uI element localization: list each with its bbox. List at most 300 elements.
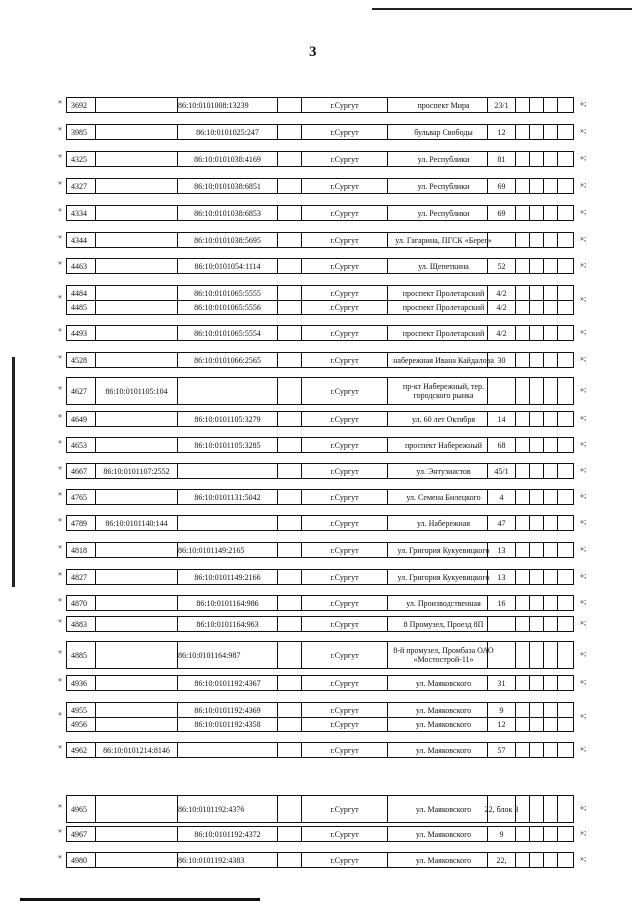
house-number: 4/2 [487, 301, 515, 314]
street-address: 8 Промузел, Проезд 8П [387, 617, 499, 631]
cadastral-cell-b: 86:10:0101164:963 [177, 617, 277, 631]
blank-cell [515, 438, 529, 452]
object-number: 4485 [71, 303, 87, 312]
object-number: 4334 [71, 208, 87, 218]
registry-group [66, 742, 574, 758]
street-address: пр-кт Набережный, тер. городского рынка [387, 378, 499, 404]
house-number: 22, [487, 853, 515, 867]
cadastral-cell-a [95, 827, 177, 841]
house-number: 4/2 [487, 326, 515, 340]
blank-cell [277, 617, 301, 631]
close-quote: »; [580, 234, 587, 243]
house-number [487, 378, 515, 404]
cadastral-cell-a [95, 125, 177, 139]
cadastral-cell-a [95, 617, 177, 631]
open-quote: « [58, 151, 62, 160]
close-quote: »; [580, 828, 587, 837]
cadastral-cell-a: 86:10:0101140:144 [95, 516, 177, 530]
blank-cell [529, 353, 543, 367]
cadastral-cell-b: 86:10:0101054:1114 [177, 259, 277, 273]
blank-cell [515, 516, 529, 530]
table-row [67, 743, 573, 757]
blank-cell [277, 378, 301, 404]
object-number: 3985 [71, 127, 87, 137]
cadastral-cell-b: 86:10:0101192:4358 [177, 718, 277, 731]
cadastral-cell-a [95, 438, 177, 452]
street-address: ул. Маяковского [387, 718, 499, 731]
registry-group [66, 377, 574, 405]
table-row [67, 717, 573, 731]
object-number: 4667 [71, 466, 87, 476]
blank-cell [529, 490, 543, 504]
close-quote: »; [580, 99, 587, 108]
cadastral-cell-b: 86:10:0101008:13239 [177, 98, 277, 112]
street-address: ул. Щепеткина [387, 259, 499, 273]
table-row [67, 676, 573, 690]
cadastral-cell-a: 86:10:0101105:104 [95, 378, 177, 404]
city: г.Сургут [301, 286, 387, 300]
cadastral-cell-b: 86:10:0101164:986 [177, 596, 277, 610]
cadastral-cell-a [95, 853, 177, 867]
blank-cell [543, 570, 557, 584]
blank-cell [529, 301, 543, 314]
city: г.Сургут [301, 464, 387, 478]
open-quote: « [58, 352, 62, 361]
blank-cell [515, 98, 529, 112]
city: г.Сургут [301, 642, 387, 668]
table-row [67, 490, 573, 504]
blank-cell [515, 179, 529, 193]
cadastral-cell-a: 86:10:0101107:2552 [95, 464, 177, 478]
blank-cell [277, 233, 301, 247]
blank-cell [557, 98, 575, 112]
city: г.Сургут [301, 596, 387, 610]
registry-group [66, 97, 574, 113]
close-quote: »; [580, 207, 587, 216]
street-address: набережная Ивана Кайдалова [387, 353, 499, 367]
blank-cell [529, 326, 543, 340]
table-row [67, 543, 573, 557]
house-number: 4/2 [487, 286, 515, 300]
open-quote: « [58, 569, 62, 578]
close-quote: »; [580, 413, 587, 422]
cadastral-cell-a [95, 206, 177, 220]
cadastral-cell-b: 86:10:0101149:2165 [177, 543, 277, 557]
object-number: 4936 [71, 678, 87, 688]
object-number: 4980 [71, 855, 87, 865]
blank-cell [529, 516, 543, 530]
close-quote: »; [580, 439, 587, 448]
table-row [67, 438, 573, 452]
blank-cell [529, 378, 543, 404]
blank-cell [515, 703, 529, 717]
blank-cell [529, 464, 543, 478]
top-rule [372, 8, 632, 10]
blank-cell [515, 152, 529, 166]
cadastral-cell-b [177, 516, 277, 530]
open-quote: « [58, 742, 62, 751]
house-number [487, 617, 515, 631]
close-quote: »; [580, 677, 587, 686]
close-quote: »; [580, 597, 587, 606]
blank-cell [529, 543, 543, 557]
table-row [67, 125, 573, 139]
blank-cell [529, 98, 543, 112]
city: г.Сургут [301, 378, 387, 404]
blank-cell [543, 642, 557, 668]
registry-group [66, 675, 574, 691]
street-address: проспект Пролетарский [387, 301, 499, 314]
blank-cell [277, 353, 301, 367]
house-number: 13 [487, 570, 515, 584]
city: г.Сургут [301, 853, 387, 867]
registry-group [66, 616, 574, 632]
blank-cell [529, 718, 543, 731]
blank-cell [543, 438, 557, 452]
open-quote: « [58, 232, 62, 241]
city: г.Сургут [301, 206, 387, 220]
city: г.Сургут [301, 353, 387, 367]
blank-cell [277, 98, 301, 112]
city: г.Сургут [301, 703, 387, 717]
blank-cell [543, 206, 557, 220]
close-quote: »; [580, 571, 587, 580]
blank-cell [543, 827, 557, 841]
blank-cell [277, 570, 301, 584]
street-address: ул. Маяковского [387, 743, 499, 757]
registry-group [66, 826, 574, 842]
street-address: проспект Пролетарский [387, 286, 499, 300]
street-address: ул. Маяковского [387, 703, 499, 717]
city: г.Сургут [301, 796, 387, 822]
close-quote: »; [580, 126, 587, 135]
table-row [67, 152, 573, 166]
house-number: 14 [487, 412, 515, 426]
blank-cell [557, 516, 575, 530]
house-number: 12 [487, 718, 515, 731]
city: г.Сургут [301, 543, 387, 557]
object-number: 4325 [71, 154, 87, 164]
blank-cell [543, 326, 557, 340]
registry-group [66, 702, 574, 732]
city: г.Сургут [301, 490, 387, 504]
registry-group [66, 515, 574, 531]
open-quote: « [58, 489, 62, 498]
blank-cell [557, 438, 575, 452]
street-address: проспект Мира [387, 98, 499, 112]
blank-cell [277, 853, 301, 867]
blank-cell [543, 286, 557, 300]
table-row [67, 233, 573, 247]
blank-cell [277, 179, 301, 193]
blank-cell [277, 796, 301, 822]
blank-cell [543, 259, 557, 273]
blank-cell [529, 703, 543, 717]
blank-cell [543, 353, 557, 367]
cadastral-cell-b: 86:10:0101192:4369 [177, 703, 277, 717]
open-quote: « [58, 709, 62, 718]
blank-cell [557, 617, 575, 631]
open-quote: « [58, 97, 62, 106]
cadastral-cell-b: 86:10:0101038:4169 [177, 152, 277, 166]
cadastral-cell-a [95, 570, 177, 584]
cadastral-cell-a [95, 233, 177, 247]
blank-cell [277, 286, 301, 300]
cadastral-cell-b: 86:10:0101149:2166 [177, 570, 277, 584]
blank-cell [557, 412, 575, 426]
table-row [67, 703, 573, 717]
close-quote: »; [580, 854, 587, 863]
close-quote: »; [580, 618, 587, 627]
open-quote: « [58, 411, 62, 420]
cadastral-cell-a [95, 286, 177, 300]
blank-cell [557, 596, 575, 610]
close-quote: »; [580, 385, 587, 394]
cadastral-cell-b: 86:10:0101105:3279 [177, 412, 277, 426]
blank-cell [529, 596, 543, 610]
blank-cell [277, 301, 301, 314]
cadastral-cell-a [95, 796, 177, 822]
cadastral-cell-a: 86:10:0101214:8146 [95, 743, 177, 757]
table-row [67, 796, 573, 822]
cadastral-cell-b: 86:10:0101192:4383 [177, 853, 277, 867]
blank-cell [515, 676, 529, 690]
cadastral-cell-a [95, 301, 177, 314]
house-number [487, 233, 515, 247]
blank-cell [277, 326, 301, 340]
house-number: 4 [487, 490, 515, 504]
blank-cell [557, 152, 575, 166]
object-number: 4765 [71, 492, 87, 502]
object-number: 4818 [71, 545, 87, 555]
blank-cell [515, 796, 529, 822]
street-address: ул. Республики [387, 152, 499, 166]
blank-cell [515, 233, 529, 247]
registry-group [66, 258, 574, 274]
house-number: 31 [487, 676, 515, 690]
registry-group [66, 795, 574, 823]
cadastral-cell-a [95, 676, 177, 690]
cadastral-cell-a [95, 596, 177, 610]
blank-cell [515, 125, 529, 139]
house-number: 52 [487, 259, 515, 273]
house-number: 30 [487, 353, 515, 367]
blank-cell [515, 353, 529, 367]
city: г.Сургут [301, 827, 387, 841]
blank-cell [277, 743, 301, 757]
street-address: проспект Пролетарский [387, 326, 499, 340]
blank-cell [529, 206, 543, 220]
cadastral-cell-b [177, 464, 277, 478]
table-row [67, 853, 573, 867]
city: г.Сургут [301, 233, 387, 247]
cadastral-cell-b: 86:10:0101065:5556 [177, 301, 277, 314]
registry-group [66, 325, 574, 341]
street-address: ул. Григория Кукуевицкого [387, 570, 499, 584]
table-row [67, 300, 573, 314]
close-quote: »; [580, 327, 587, 336]
house-number: 45/1 [487, 464, 515, 478]
blank-cell [543, 125, 557, 139]
registry-group [66, 232, 574, 248]
table-row [67, 596, 573, 610]
cadastral-cell-b: 86:10:0101164:987 [177, 642, 277, 668]
blank-cell [529, 179, 543, 193]
open-quote: « [58, 383, 62, 392]
table-row [67, 378, 573, 404]
city: г.Сургут [301, 179, 387, 193]
cadastral-cell-a [95, 353, 177, 367]
close-quote: »; [580, 649, 587, 658]
blank-cell [557, 796, 575, 822]
cadastral-cell-b: 86:10:0101192:4376 [177, 796, 277, 822]
table-row [67, 827, 573, 841]
registry-group [66, 285, 574, 315]
street-address: ул. Маяковского [387, 796, 499, 822]
blank-cell [277, 125, 301, 139]
street-address: ул. Маяковского [387, 827, 499, 841]
object-number: 3692 [71, 100, 87, 110]
close-quote: »; [580, 711, 587, 720]
blank-cell [543, 718, 557, 731]
open-quote: « [58, 647, 62, 656]
blank-cell [557, 259, 575, 273]
blank-cell [557, 353, 575, 367]
house-number: 57 [487, 743, 515, 757]
object-number: 4967 [71, 829, 87, 839]
open-quote: « [58, 463, 62, 472]
blank-cell [543, 596, 557, 610]
open-quote: « [58, 205, 62, 214]
street-address: ул. Республики [387, 206, 499, 220]
street-address: 8-й промузел, Промбаза ОАО «Мостострой-11» [387, 642, 499, 668]
house-number: 47 [487, 516, 515, 530]
table-row [67, 464, 573, 478]
city: г.Сургут [301, 617, 387, 631]
city: г.Сургут [301, 98, 387, 112]
house-number: 81 [487, 152, 515, 166]
blank-cell [543, 233, 557, 247]
table-row [67, 516, 573, 530]
house-number: 9 [487, 703, 515, 717]
blank-cell [515, 326, 529, 340]
blank-cell [515, 490, 529, 504]
house-number: 13 [487, 543, 515, 557]
blank-cell [277, 703, 301, 717]
blank-cell [515, 543, 529, 557]
object-number: 4883 [71, 619, 87, 629]
object-number: 4484 [71, 288, 87, 298]
blank-cell [557, 464, 575, 478]
blank-cell [277, 206, 301, 220]
blank-cell [515, 412, 529, 426]
blank-cell [277, 412, 301, 426]
cadastral-cell-b: 86:10:0101038:5695 [177, 233, 277, 247]
registry-group [66, 463, 574, 479]
blank-cell [277, 827, 301, 841]
open-quote: « [58, 124, 62, 133]
object-number: 4344 [71, 235, 87, 245]
blank-cell [515, 827, 529, 841]
blank-cell [543, 796, 557, 822]
city: г.Сургут [301, 301, 387, 314]
blank-cell [515, 642, 529, 668]
open-quote: « [58, 325, 62, 334]
registry-group [66, 411, 574, 427]
blank-cell [515, 301, 529, 314]
house-number: 12 [487, 125, 515, 139]
close-quote: »; [580, 803, 587, 812]
street-address: ул. Гагарина, ПГСК «Берег» [387, 233, 499, 247]
street-address: ул. Маяковского [387, 676, 499, 690]
object-number: 4965 [71, 804, 87, 814]
table-row [67, 179, 573, 193]
blank-cell [557, 827, 575, 841]
cadastral-cell-b: 86:10:0101192:4367 [177, 676, 277, 690]
registry-group [66, 489, 574, 505]
city: г.Сургут [301, 718, 387, 731]
table-row [67, 326, 573, 340]
blank-cell [529, 233, 543, 247]
street-address: бульвар Свободы [387, 125, 499, 139]
table-row [67, 206, 573, 220]
registry-group [66, 437, 574, 453]
object-number: 4789 [71, 518, 87, 528]
blank-cell [557, 642, 575, 668]
city: г.Сургут [301, 412, 387, 426]
blank-cell [543, 516, 557, 530]
city: г.Сургут [301, 743, 387, 757]
table-row [67, 98, 573, 112]
blank-cell [557, 570, 575, 584]
cadastral-cell-a [95, 703, 177, 717]
street-address: ул. Григория Кукуевицкого [387, 543, 499, 557]
blank-cell [557, 676, 575, 690]
street-address: ул. Набережная [387, 516, 499, 530]
blank-cell [529, 676, 543, 690]
cadastral-cell-b: 86:10:0101192:4372 [177, 827, 277, 841]
blank-cell [557, 703, 575, 717]
cadastral-cell-b: 86:10:0101038:6851 [177, 179, 277, 193]
object-number: 4649 [71, 414, 87, 424]
open-quote: « [58, 675, 62, 684]
blank-cell [543, 179, 557, 193]
table-row [67, 617, 573, 631]
blank-cell [529, 827, 543, 841]
street-address: ул. Республики [387, 179, 499, 193]
cadastral-cell-a [95, 543, 177, 557]
registry-group [66, 641, 574, 669]
object-number: 4885 [71, 650, 87, 660]
blank-cell [515, 617, 529, 631]
blank-cell [529, 617, 543, 631]
blank-cell [515, 743, 529, 757]
blank-cell [529, 570, 543, 584]
object-number: 4653 [71, 440, 87, 450]
blank-cell [515, 853, 529, 867]
blank-cell [557, 743, 575, 757]
city: г.Сургут [301, 570, 387, 584]
blank-cell [543, 412, 557, 426]
open-quote: « [58, 801, 62, 810]
open-quote: « [58, 515, 62, 524]
city: г.Сургут [301, 125, 387, 139]
house-number: 69 [487, 179, 515, 193]
blank-cell [543, 543, 557, 557]
object-number: 4870 [71, 598, 87, 608]
city: г.Сургут [301, 438, 387, 452]
house-number: 22, блок 3 [487, 796, 515, 822]
